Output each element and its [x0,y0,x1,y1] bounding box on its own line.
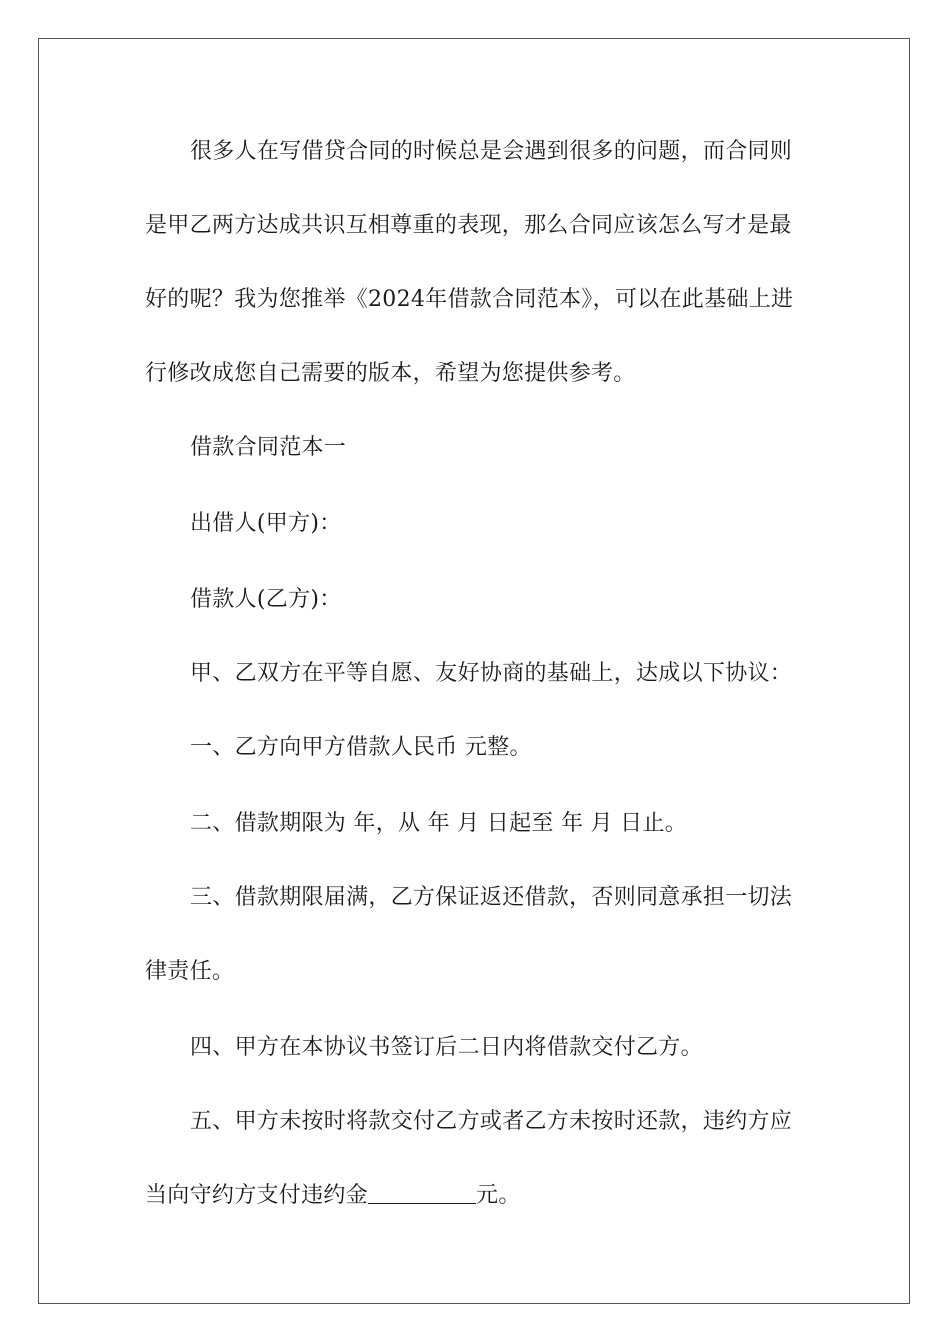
clause-5-line-1: 五、甲方未按时将款交付乙方或者乙方未按时还款，违约方应 [190,1109,793,1134]
clause-1: 一、乙方向甲方借款人民币 元整。 [190,735,532,760]
clause-5-text-suffix: 元。 [476,1183,521,1208]
clause-3-line-1: 三、借款期限届满，乙方保证返还借款，否则同意承担一切法 [190,885,793,910]
penalty-amount-blank [368,1177,476,1204]
intro-line-1: 很多人在写借贷合同的时候总是会遇到很多的问题，而合同则 [190,139,793,164]
agreement-intro: 甲、乙双方在平等自愿、友好协商的基础上，达成以下协议： [190,661,793,686]
intro-line-4: 行修改成您自己需要的版本，希望为您提供参考。 [145,361,636,386]
clause-4: 四、甲方在本协议书签订后二日内将借款交付乙方。 [190,1035,703,1060]
intro-line-3: 好的呢？我为您推举《2024年借款合同范本》，可以在此基础上进 [145,287,794,312]
clause-2: 二、借款期限为 年，从 年 月 日起至 年 月 日止。 [190,811,688,836]
clause-3-line-2: 律责任。 [145,959,235,984]
intro-line-2: 是甲乙两方达成共识互相尊重的表现，那么合同应该怎么写才是最 [145,213,792,238]
clause-5-text-prefix: 当向守约方支付违约金 [145,1183,369,1208]
borrower-field: 借款人(乙方)： [190,587,342,612]
contract-heading: 借款合同范本一 [190,435,347,460]
lender-field: 出借人(甲方)： [190,511,342,536]
clause-5-line-2 [145,1176,521,1216]
